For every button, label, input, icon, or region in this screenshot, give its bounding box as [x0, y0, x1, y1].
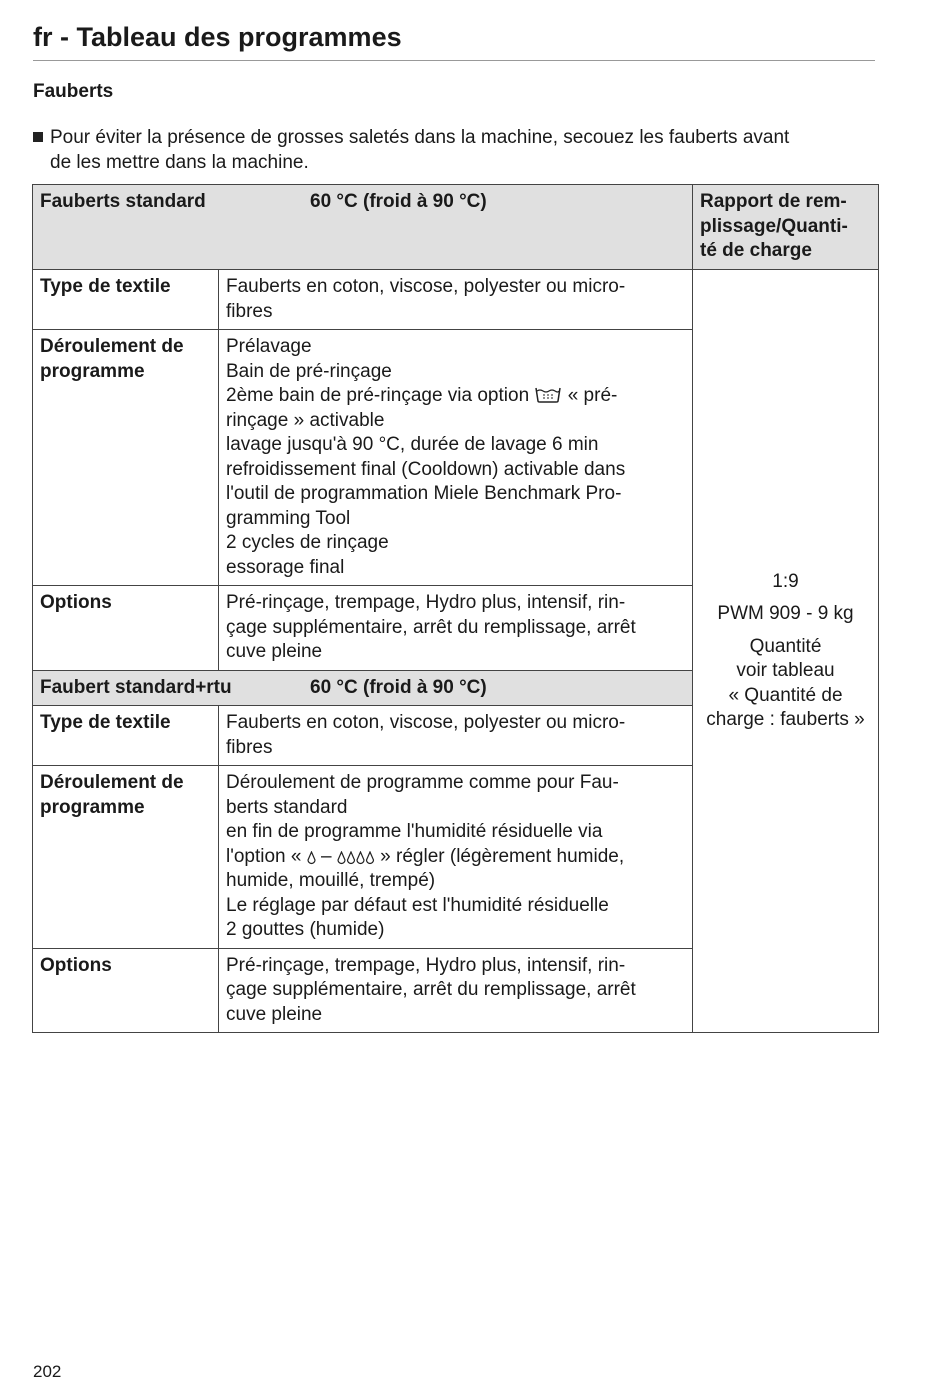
text-part: 2ème bain de pré-rinçage via option	[226, 385, 530, 406]
text-line	[226, 384, 685, 409]
note-line: de les mettre dans la machine.	[50, 151, 309, 173]
program-temp: 60 °C (froid à 90 °C)	[310, 191, 487, 212]
text-line: Pré-rinçage, trempage, Hydro plus, intensif, rin-	[226, 592, 626, 613]
text-line: Fauberts en coton, viscose, polyester ou micro-	[226, 276, 626, 297]
text-line: humide, mouillé, trempé)	[226, 870, 436, 891]
page-title: fr - Tableau des programmes	[33, 22, 402, 52]
text-line: fibres	[226, 736, 273, 758]
text-line: programme	[40, 796, 145, 818]
page-number: 202	[33, 1362, 62, 1381]
row-label: Options	[33, 948, 219, 1033]
text-line: cuve pleine	[226, 641, 323, 662]
note-line: Pour éviter la présence de grosses saletés dans la machine, secouez les fauberts avant	[50, 127, 790, 148]
ratio-header-line: té de charge	[700, 240, 812, 261]
row-value	[219, 586, 693, 671]
text-line: Pré-rinçage, trempage, Hydro plus, intensif, rin-	[226, 954, 626, 976]
text-line: Fauberts en coton, viscose, polyester ou micro-	[226, 712, 626, 733]
ratio-header-line: Rapport de rem-	[700, 191, 847, 212]
ratio-header	[693, 185, 879, 270]
row-value	[219, 330, 693, 586]
row-label	[33, 766, 219, 949]
text-line: 2 gouttes (humide)	[226, 919, 385, 940]
ratio-header-line: plissage/Quanti-	[700, 215, 848, 237]
text-line: rinçage » activable	[226, 409, 385, 431]
row-label	[33, 330, 219, 586]
text-line: programme	[40, 360, 145, 382]
text-line: en fin de programme l'humidité résiduelle via	[226, 821, 603, 842]
text-part: » régler (légèrement humide,	[380, 845, 625, 867]
program-header-row	[33, 185, 879, 270]
qty-line: Quantité	[749, 635, 822, 657]
program-name: Fauberts standard	[40, 191, 206, 212]
text-line: l'outil de programmation Miele Benchmark Pro-	[226, 483, 622, 504]
program-header	[33, 185, 693, 270]
note	[33, 126, 789, 175]
text-line: Bain de pré-rinçage	[226, 360, 392, 382]
text-line: refroidissement final (Cooldown) activable dans	[226, 458, 626, 480]
text-line: essorage final	[226, 556, 345, 578]
model-value: PWM 909 - 9 kg	[717, 603, 854, 624]
row-value	[219, 948, 693, 1033]
drop-icon	[307, 851, 316, 865]
bullet-icon	[33, 132, 43, 142]
text-line: fibres	[226, 300, 273, 322]
text-line: berts standard	[226, 796, 348, 818]
program-header	[33, 670, 693, 706]
text-part: « pré-	[567, 385, 618, 406]
row-label: Type de textile	[33, 706, 219, 766]
row-value	[219, 766, 693, 949]
qty-line: « Quantité de	[728, 684, 843, 706]
text-line: 2 cycles de rinçage	[226, 532, 389, 553]
text-line: çage supplémentaire, arrêt du remplissage, arrêt	[226, 616, 636, 638]
table-row	[33, 270, 879, 330]
program-table	[32, 184, 879, 1033]
program-temp: 60 °C (froid à 90 °C)	[310, 676, 487, 698]
program-name: Faubert standard+rtu	[40, 676, 232, 698]
row-value	[219, 706, 693, 766]
ratio-value: 1:9	[772, 570, 799, 592]
row-label: Type de textile	[33, 270, 219, 330]
text-line: Le réglage par défaut est l'humidité résiduelle	[226, 894, 609, 916]
section-heading: Fauberts	[33, 81, 114, 102]
text-part: l'option «	[226, 845, 302, 867]
four-drops-icon	[337, 851, 375, 865]
row-label: Options	[33, 586, 219, 671]
text-line: çage supplémentaire, arrêt du remplissage, arrêt	[226, 979, 636, 1000]
text-line: Déroulement de programme comme pour Fau-	[226, 772, 619, 793]
title-rule	[33, 60, 875, 61]
text-line: Déroulement de	[40, 772, 184, 793]
load-ratio-cell	[693, 270, 879, 1033]
row-value	[219, 270, 693, 330]
text-line: cuve pleine	[226, 1003, 323, 1025]
text-line: Déroulement de	[40, 336, 184, 357]
text-line: gramming Tool	[226, 507, 351, 529]
qty-line: voir tableau	[736, 660, 835, 681]
text-line	[226, 845, 685, 870]
text-line: Prélavage	[226, 336, 312, 357]
text-part: –	[321, 845, 332, 867]
prewash-basin-icon	[534, 386, 562, 404]
text-line: lavage jusqu'à 90 °C, durée de lavage 6 min	[226, 434, 599, 455]
qty-line: charge : fauberts »	[706, 709, 865, 730]
